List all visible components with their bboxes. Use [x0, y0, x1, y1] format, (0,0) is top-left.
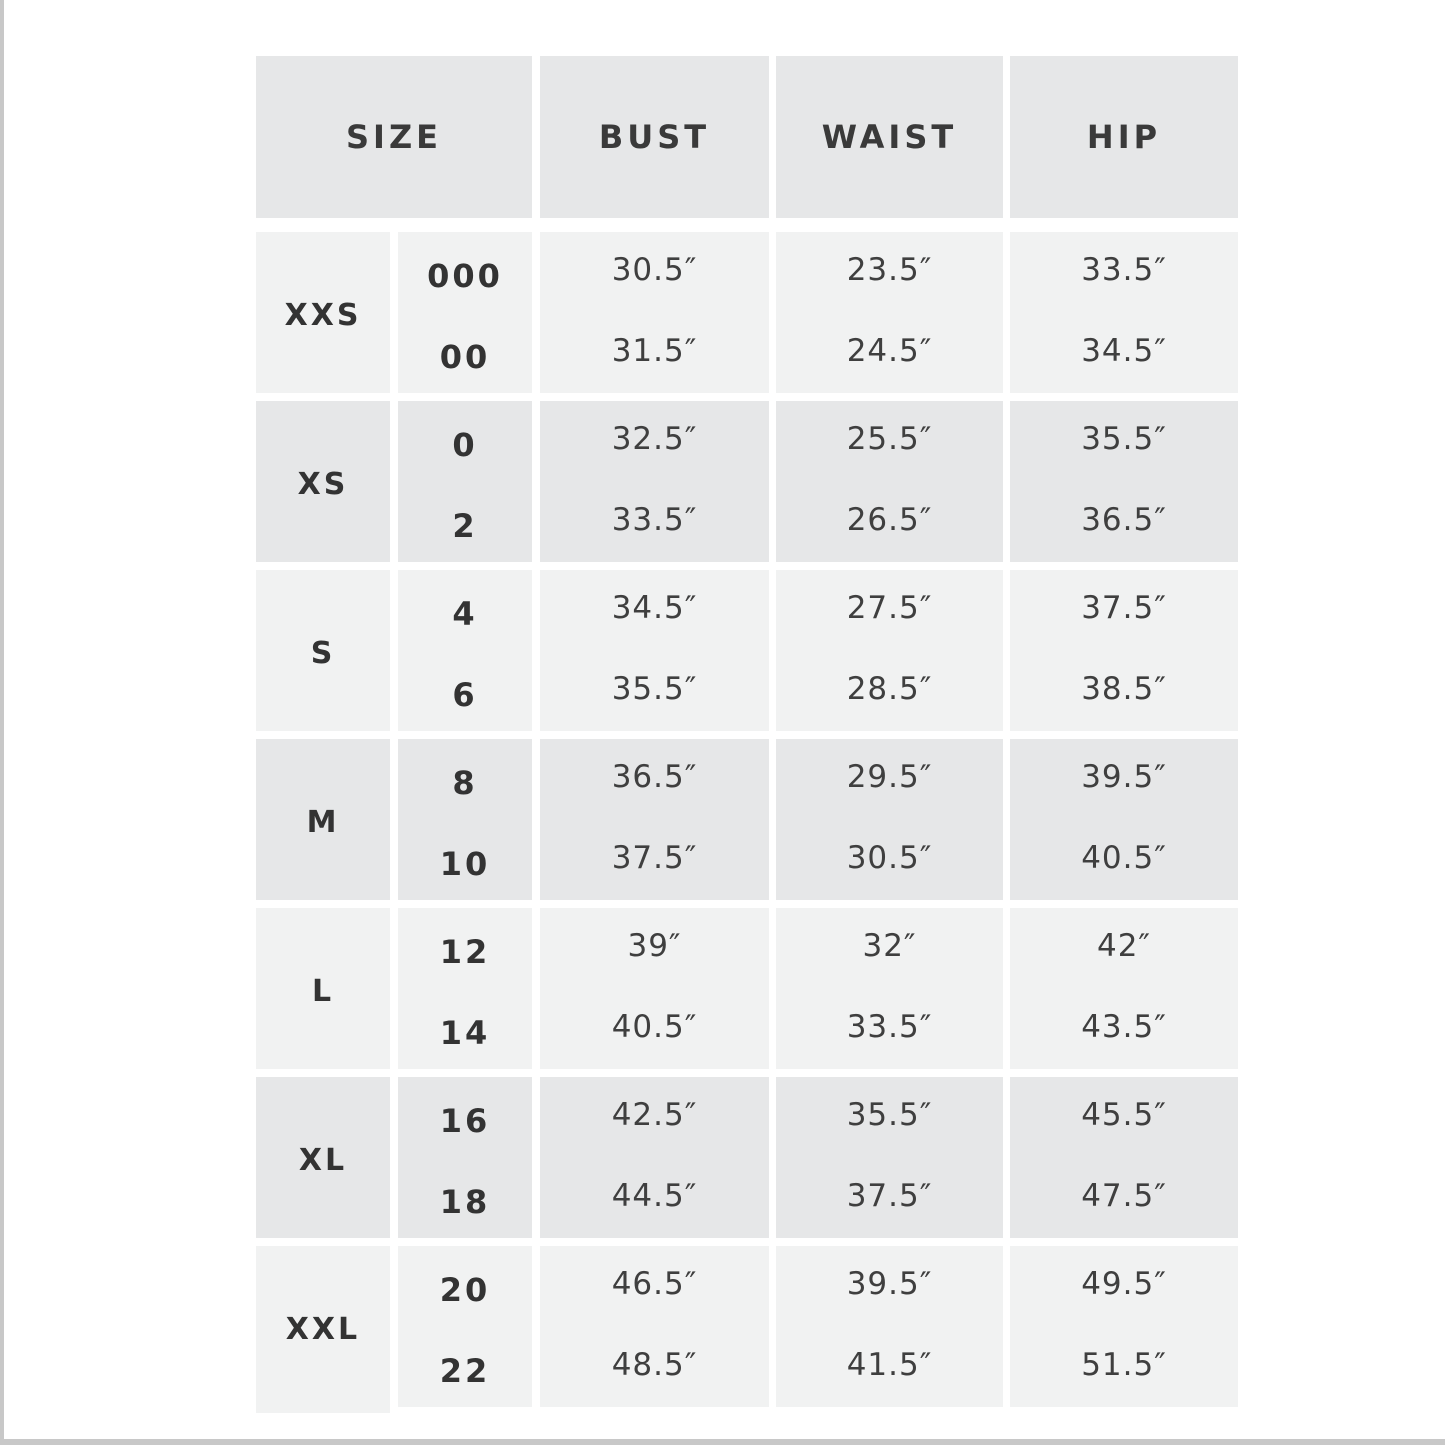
hip-value: 33.5″: [1081, 252, 1167, 288]
bust-value: 33.5″: [611, 502, 698, 538]
waist-value: 35.5″: [846, 1097, 933, 1133]
waist-value: 24.5″: [846, 333, 933, 369]
numeric-size-label: 16: [439, 1102, 491, 1140]
waist-value: 33.5″: [846, 1009, 933, 1045]
waist-cell: [776, 739, 1003, 900]
waist-cell: [776, 570, 1003, 731]
hip-value: 51.5″: [1081, 1347, 1167, 1383]
header-hip-label: HIP: [1086, 118, 1162, 156]
waist-cell: [776, 1077, 1003, 1238]
hip-value: 45.5″: [1081, 1097, 1167, 1133]
waist-value: 27.5″: [846, 590, 933, 626]
size-group-label: XXL: [285, 1312, 361, 1347]
waist-value: 29.5″: [846, 759, 933, 795]
size-group-label: XS: [297, 467, 349, 502]
size-group-label: M: [306, 805, 340, 840]
waist-value: 25.5″: [846, 421, 933, 457]
waist-value: 32″: [862, 928, 917, 964]
numeric-size-label: 00: [439, 338, 491, 376]
header-size: [256, 56, 532, 218]
waist-value: 28.5″: [846, 671, 933, 707]
hip-cell: [1010, 570, 1238, 731]
bust-value: 40.5″: [611, 1009, 698, 1045]
hip-cell: [1010, 1246, 1238, 1407]
size-group-cell: [256, 401, 390, 562]
hip-value: 39.5″: [1081, 759, 1167, 795]
hip-cell: [1010, 908, 1238, 1069]
bust-value: 31.5″: [611, 333, 698, 369]
numeric-size-label: 20: [439, 1271, 491, 1309]
waist-cell: [776, 908, 1003, 1069]
bust-cell: [540, 232, 769, 393]
numeric-size-cell: [398, 232, 532, 393]
hip-cell: [1010, 739, 1238, 900]
numeric-size-label: 000: [427, 257, 503, 295]
waist-value: 39.5″: [846, 1266, 933, 1302]
waist-value: 41.5″: [846, 1347, 933, 1383]
numeric-size-label: 22: [439, 1352, 491, 1390]
size-group-cell: [256, 1246, 390, 1413]
numeric-size-label: 14: [439, 1014, 491, 1052]
header-hip: [1010, 56, 1238, 218]
header-waist-label: WAIST: [821, 118, 958, 156]
hip-value: 34.5″: [1081, 333, 1167, 369]
bust-cell: [540, 401, 769, 562]
hip-value: 38.5″: [1081, 671, 1167, 707]
bust-cell: [540, 1246, 769, 1407]
bust-cell: [540, 1077, 769, 1238]
left-border: [0, 0, 4, 1445]
header-bust: [540, 56, 769, 218]
bust-value: 36.5″: [611, 759, 698, 795]
waist-value: 30.5″: [846, 840, 933, 876]
bottom-border: [0, 1439, 1445, 1445]
waist-cell: [776, 232, 1003, 393]
numeric-size-label: 2: [452, 507, 478, 545]
bust-value: 48.5″: [611, 1347, 698, 1383]
size-group-cell: [256, 908, 390, 1069]
size-group-cell: [256, 232, 390, 393]
bust-value: 42.5″: [611, 1097, 698, 1133]
hip-value: 49.5″: [1081, 1266, 1167, 1302]
hip-cell: [1010, 401, 1238, 562]
hip-value: 35.5″: [1081, 421, 1167, 457]
hip-value: 36.5″: [1081, 502, 1167, 538]
numeric-size-label: 12: [439, 933, 491, 971]
bust-value: 34.5″: [611, 590, 698, 626]
hip-cell: [1010, 232, 1238, 393]
bust-value: 35.5″: [611, 671, 698, 707]
waist-cell: [776, 1246, 1003, 1407]
hip-value: 37.5″: [1081, 590, 1167, 626]
waist-value: 26.5″: [846, 502, 933, 538]
numeric-size-cell: [398, 739, 532, 900]
hip-value: 40.5″: [1081, 840, 1167, 876]
numeric-size-cell: [398, 1077, 532, 1238]
size-group-cell: [256, 739, 390, 900]
bust-value: 32.5″: [611, 421, 698, 457]
header-bust-label: BUST: [598, 118, 711, 156]
bust-cell: [540, 739, 769, 900]
size-group-label: XXS: [284, 298, 362, 333]
size-group-label: XL: [298, 1143, 348, 1178]
bust-value: 37.5″: [611, 840, 698, 876]
header-waist: [776, 56, 1003, 218]
waist-cell: [776, 401, 1003, 562]
numeric-size-label: 6: [452, 676, 478, 714]
waist-value: 23.5″: [846, 252, 933, 288]
numeric-size-label: 18: [439, 1183, 491, 1221]
hip-value: 42″: [1096, 928, 1152, 964]
numeric-size-label: 0: [452, 426, 478, 464]
hip-value: 47.5″: [1081, 1178, 1167, 1214]
header-size-label: SIZE: [345, 118, 442, 156]
numeric-size-cell: [398, 1246, 532, 1407]
numeric-size-label: 4: [452, 595, 478, 633]
bust-value: 30.5″: [611, 252, 698, 288]
waist-value: 37.5″: [846, 1178, 933, 1214]
numeric-size-cell: [398, 401, 532, 562]
bust-cell: [540, 908, 769, 1069]
size-group-cell: [256, 1077, 390, 1238]
hip-cell: [1010, 1077, 1238, 1238]
size-group-label: L: [311, 974, 335, 1009]
size-group-label: S: [310, 636, 336, 671]
bust-value: 39″: [627, 928, 682, 964]
numeric-size-label: 8: [452, 764, 478, 802]
bust-value: 44.5″: [611, 1178, 698, 1214]
numeric-size-cell: [398, 908, 532, 1069]
hip-value: 43.5″: [1081, 1009, 1167, 1045]
bust-cell: [540, 570, 769, 731]
numeric-size-cell: [398, 570, 532, 731]
bust-value: 46.5″: [611, 1266, 698, 1302]
numeric-size-label: 10: [439, 845, 491, 883]
size-group-cell: [256, 570, 390, 731]
